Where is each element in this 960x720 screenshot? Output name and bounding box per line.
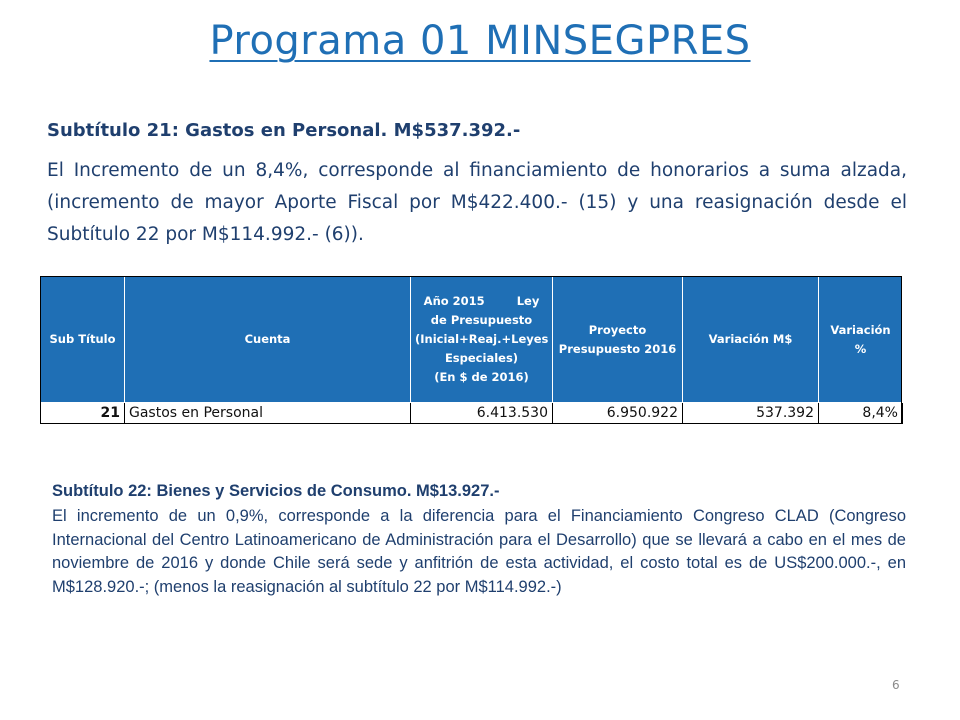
cell-sub-titulo: 21 (41, 403, 125, 424)
header-proyecto-line: Proyecto (588, 322, 647, 337)
header-variacion-pct (819, 277, 903, 403)
header-variacion-pct-line: Variación (830, 322, 891, 337)
slide-title: Programa 01 MINSEGPRES (209, 18, 751, 64)
header-ley-line: de Presupuesto (430, 313, 533, 327)
header-ley-line: Especiales) (444, 351, 519, 365)
cell-variacion-pct: 8,4% (819, 403, 903, 424)
subtitle-21-body: El Incremento de un 8,4%, corresponde al financiamiento de honorarios a suma alzada, (incremento de mayor Aporte Fiscal por M$422.400.- (15) y una reasignación desde el Subtítulo 22 por M$114.992.- (6)). (47, 160, 907, 245)
header-ley-line: Año 2015 Ley (423, 294, 540, 308)
budget-table (40, 276, 903, 424)
header-proyecto-2016 (553, 277, 683, 403)
cell-proyecto-2016: 6.950.922 (553, 403, 683, 424)
subtitle-22-heading: Subtítulo 22: Bienes y Servicios de Consumo. M$13.927.- (52, 482, 500, 500)
header-sub-titulo: Sub Título (41, 277, 125, 403)
header-proyecto-line: Presupuesto 2016 (558, 341, 677, 356)
header-ley-line: (Inicial+Reaj.+Leyes (415, 332, 549, 346)
subtitle-22-body: El incremento de un 0,9%, corresponde a la diferencia para el Financiamiento Congreso CLAD (Congreso Internacional del Centro Latinoamericano de Administración para el Desarrollo) que se llevará a cabo en el mes de noviembre de 2016 y donde Chile será sede y anfitrión de esta actividad, el costo total es de US$200.000.-, en M$128.920.-; (menos la reasignación al subtítulo 22 por M$114.992.-) (52, 507, 906, 596)
table-header-row (41, 277, 903, 403)
subtitle-21-heading: Subtítulo 21: Gastos en Personal. M$537.392.- (47, 120, 521, 141)
header-ley-line: (En $ de 2016) (434, 370, 529, 384)
header-variacion-ms: Variación M$ (683, 277, 819, 403)
header-variacion-pct-line: % (854, 341, 867, 356)
cell-ley-2015: 6.413.530 (411, 403, 553, 424)
table-row (41, 403, 903, 424)
page-number: 6 (892, 678, 900, 692)
cell-variacion-ms: 537.392 (683, 403, 819, 424)
cell-cuenta: Gastos en Personal (125, 403, 411, 424)
header-ley-2015 (411, 277, 553, 403)
header-cuenta: Cuenta (125, 277, 411, 403)
